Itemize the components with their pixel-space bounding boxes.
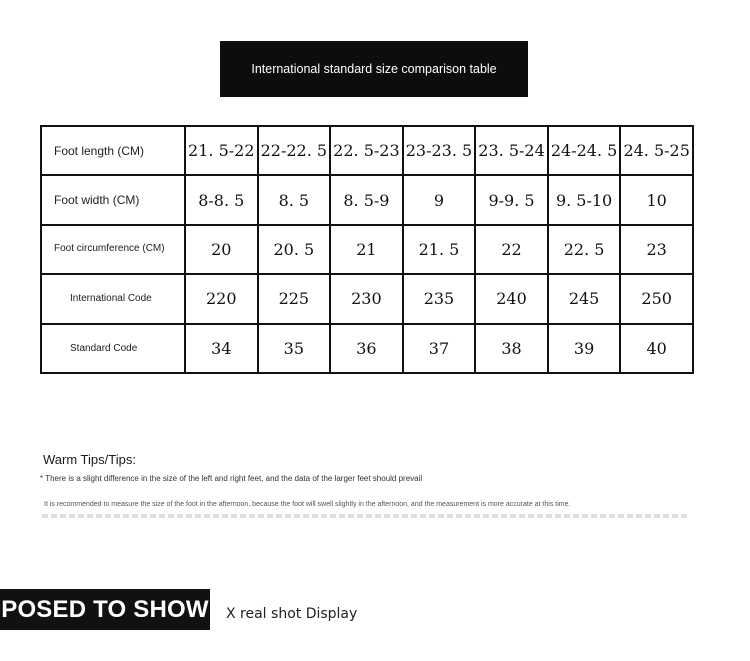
- table-cell: 240: [475, 274, 548, 323]
- table-cell: 36: [330, 324, 403, 373]
- table-cell: 9: [403, 175, 476, 224]
- table-cell: 9. 5-10: [548, 175, 621, 224]
- table-cell: 23. 5-24: [475, 126, 548, 175]
- table-cell: 22. 5-23: [330, 126, 403, 175]
- table-row: [41, 175, 693, 224]
- table-cell: 34: [185, 324, 258, 373]
- table-cell: 24-24. 5: [548, 126, 621, 175]
- table-cell: 40: [620, 324, 693, 373]
- table-row: [41, 324, 693, 373]
- table-cell: 21: [330, 225, 403, 274]
- row-label-standard-code: Standard Code: [41, 324, 185, 373]
- table-cell: 8. 5: [258, 175, 331, 224]
- table-cell: 22. 5: [548, 225, 621, 274]
- table-cell: 225: [258, 274, 331, 323]
- table-cell: 23-23. 5: [403, 126, 476, 175]
- table-cell: 24. 5-25: [620, 126, 693, 175]
- table-cell: 22: [475, 225, 548, 274]
- table-cell: 39: [548, 324, 621, 373]
- table-cell: 9-9. 5: [475, 175, 548, 224]
- table-cell: 20. 5: [258, 225, 331, 274]
- tip-text: It is recommended to measure the size of the foot in the afternoon, because the foot will swell slightly in the afternoon, and the measurement is more accurate at this time.: [44, 501, 571, 508]
- table-cell: 21. 5-22: [185, 126, 258, 175]
- size-comparison-table: [40, 125, 694, 374]
- table-row: [41, 274, 693, 323]
- table-cell: 235: [403, 274, 476, 323]
- table-title: International standard size comparison table: [220, 41, 528, 97]
- table-cell: 37: [403, 324, 476, 373]
- row-label-foot-width: Foot width (CM): [41, 175, 185, 224]
- row-label-international-code: International Code: [41, 274, 185, 323]
- table-cell: 23: [620, 225, 693, 274]
- table-row: [41, 225, 693, 274]
- table-cell: 250: [620, 274, 693, 323]
- table-cell: 35: [258, 324, 331, 373]
- table-cell: 245: [548, 274, 621, 323]
- table-cell: 8-8. 5: [185, 175, 258, 224]
- table-cell: 230: [330, 274, 403, 323]
- tips-heading: Warm Tips/Tips:: [43, 452, 136, 467]
- table-cell: 20: [185, 225, 258, 274]
- table-cell: 220: [185, 274, 258, 323]
- table-row: [41, 126, 693, 175]
- row-label-foot-length: Foot length (CM): [41, 126, 185, 175]
- table-cell: 8. 5-9: [330, 175, 403, 224]
- table-cell: 22-22. 5: [258, 126, 331, 175]
- table-cell: 38: [475, 324, 548, 373]
- posed-to-show-banner: POSED TO SHOW: [0, 589, 210, 630]
- row-label-foot-circumference: Foot circumference (CM): [41, 225, 185, 274]
- display-subtitle: X real shot Display: [226, 606, 358, 622]
- table-cell: 10: [620, 175, 693, 224]
- tip-text: * There is a slight difference in the size of the left and right feet, and the data of the larger feet should prevail: [40, 474, 423, 483]
- table-cell: 21. 5: [403, 225, 476, 274]
- faded-text-line: [42, 514, 687, 518]
